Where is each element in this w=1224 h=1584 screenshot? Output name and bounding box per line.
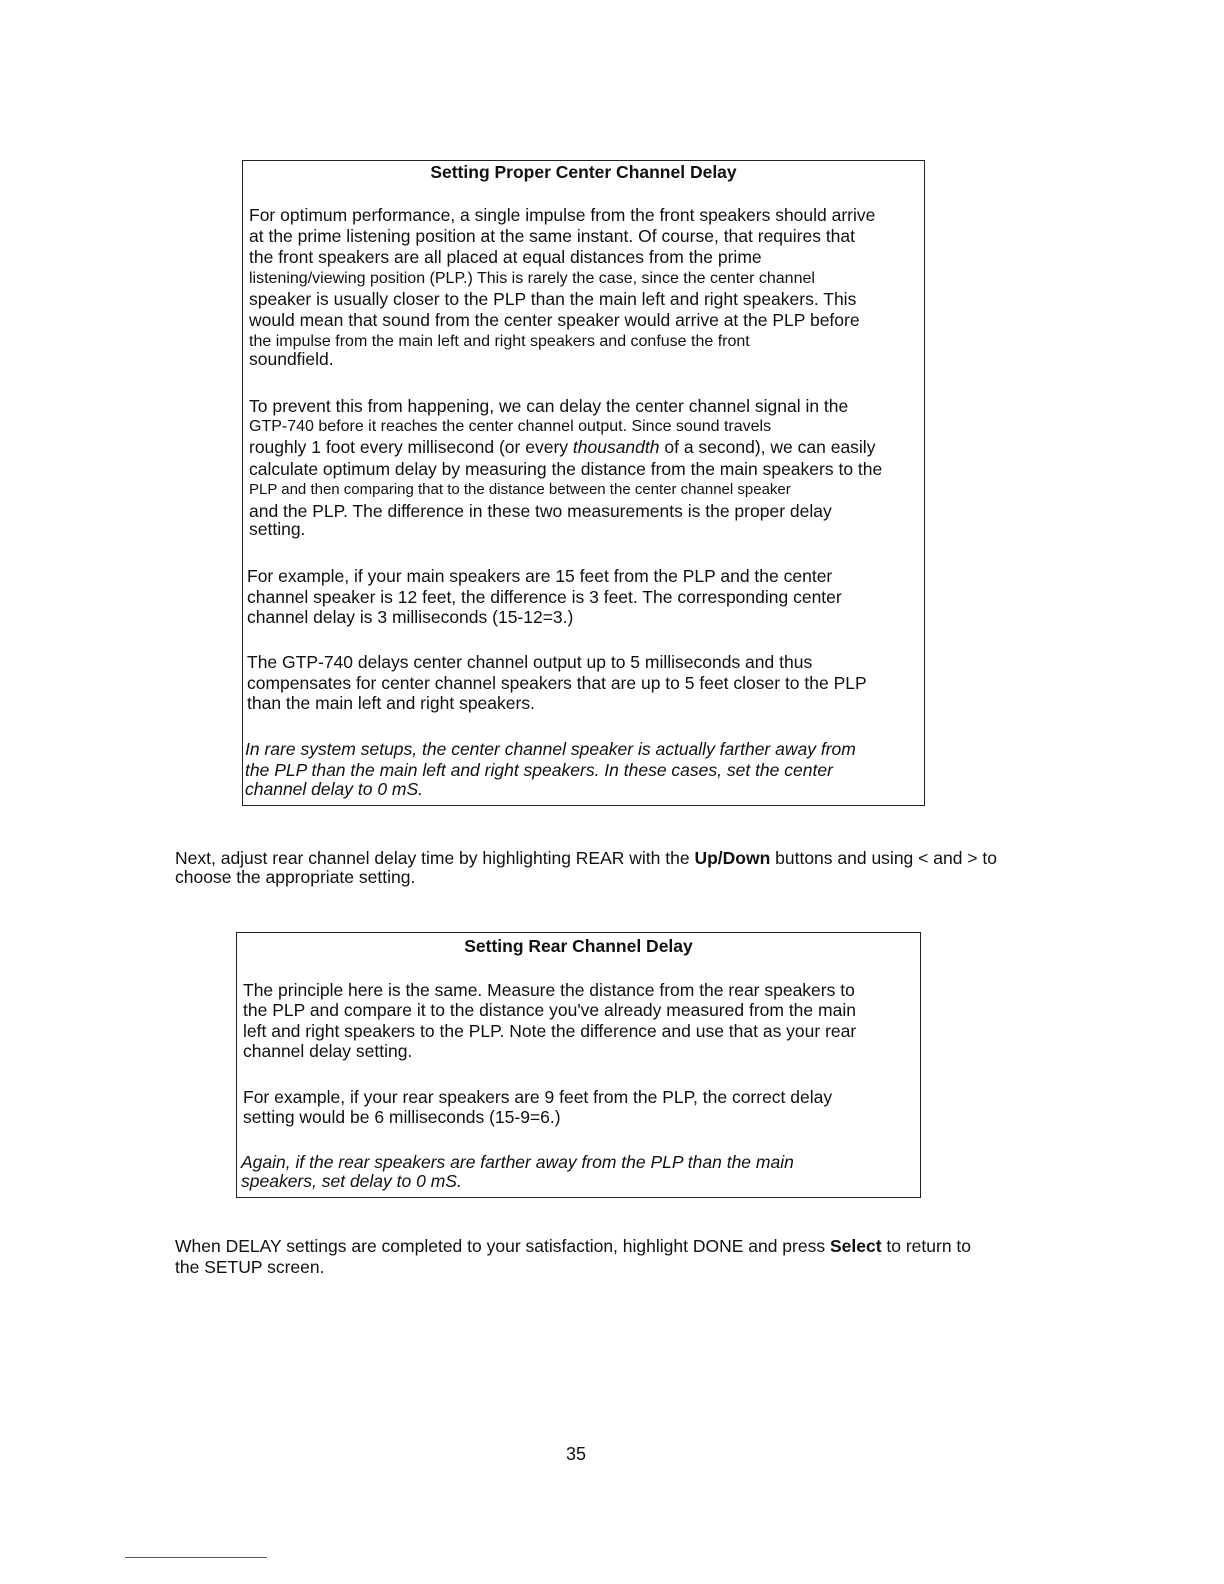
text-span: Next, adjust rear channel delay time by highlighting REAR with the [175, 848, 695, 868]
text-line: channel delay is 3 milliseconds (15-12=3.) [247, 607, 574, 627]
text-line: would mean that sound from the center speaker would arrive at the PLP before [249, 310, 860, 330]
text-line: at the prime listening position at the same instant. Of course, that requires that [249, 226, 856, 246]
text-line: GTP-740 before it reaches the center channel output. Since sound travels [249, 418, 772, 435]
text-span: When DELAY settings are completed to your satisfaction, highlight DONE and press [175, 1236, 830, 1256]
text-line: To prevent this from happening, we can delay the center channel signal in the [249, 396, 849, 416]
page-number: 35 [566, 1444, 587, 1464]
text-line: channel delay setting. [243, 1041, 413, 1061]
text-span-bold: Select [829, 1236, 882, 1256]
text-line: For example, if your rear speakers are 9 feet from the PLP, the correct delay [243, 1087, 833, 1107]
text-line: soundfield. [249, 349, 334, 369]
text-line: and the PLP. The difference in these two measurements is the proper delay [249, 501, 832, 521]
rear-instruction [175, 848, 997, 869]
rear-delay-box [236, 932, 921, 1198]
text-line [249, 437, 875, 458]
footer-divider [125, 1557, 267, 1558]
text-span: roughly 1 foot every millisecond (or every [249, 437, 573, 457]
text-line: the impulse from the main left and right speakers and confuse the front [249, 333, 750, 350]
text-line: setting. [249, 519, 306, 539]
text-line-italic: the PLP than the main left and right speakers. In these cases, set the center [245, 760, 833, 780]
done-instruction-line2: the SETUP screen. [175, 1257, 325, 1277]
text-line-italic: speakers, set delay to 0 mS. [241, 1171, 462, 1191]
center-delay-title: Setting Proper Center Channel Delay [430, 162, 737, 182]
text-line: PLP and then comparing that to the distance between the center channel speaker [249, 481, 791, 498]
text-line: the PLP and compare it to the distance you've already measured from the main [243, 1000, 856, 1020]
text-span: buttons and using < and > to [770, 848, 997, 868]
text-line: listening/viewing position (PLP.) This is rarely the case, since the center channel [249, 270, 815, 287]
text-span: of a second), we can easily [659, 437, 876, 457]
text-line: The principle here is the same. Measure the distance from the rear speakers to [243, 980, 855, 1000]
text-line: The GTP-740 delays center channel output up to 5 milliseconds and thus [247, 652, 813, 672]
text-line-italic: channel delay to 0 mS. [245, 779, 424, 799]
text-line: For optimum performance, a single impulse from the front speakers should arrive [249, 205, 876, 225]
text-line: the front speakers are all placed at equal distances from the prime [249, 247, 762, 267]
rear-delay-title: Setting Rear Channel Delay [464, 936, 693, 956]
text-line: speaker is usually closer to the PLP than the main left and right speakers. This [249, 289, 857, 309]
text-line: For example, if your main speakers are 15 feet from the PLP and the center [247, 566, 833, 586]
text-line: left and right speakers to the PLP. Note the difference and use that as your rear [243, 1021, 857, 1041]
text-line-italic: Again, if the rear speakers are farther away from the PLP than the main [241, 1152, 794, 1172]
text-span-italic: thousandth [572, 437, 660, 457]
text-span: to return to [881, 1236, 972, 1256]
text-line: channel speaker is 12 feet, the difference is 3 feet. The corresponding center [247, 587, 842, 607]
text-line: compensates for center channel speakers that are up to 5 feet closer to the PLP [247, 673, 867, 693]
center-delay-box [242, 160, 925, 806]
done-instruction [175, 1236, 971, 1257]
rear-instruction-line2: choose the appropriate setting. [175, 867, 416, 887]
text-line-italic: In rare system setups, the center channel speaker is actually farther away from [245, 739, 856, 759]
text-line: than the main left and right speakers. [247, 693, 535, 713]
text-span-bold: Up/Down [694, 848, 771, 868]
text-line: calculate optimum delay by measuring the distance from the main speakers to the [249, 459, 883, 479]
text-line: setting would be 6 milliseconds (15-9=6.) [243, 1107, 561, 1127]
